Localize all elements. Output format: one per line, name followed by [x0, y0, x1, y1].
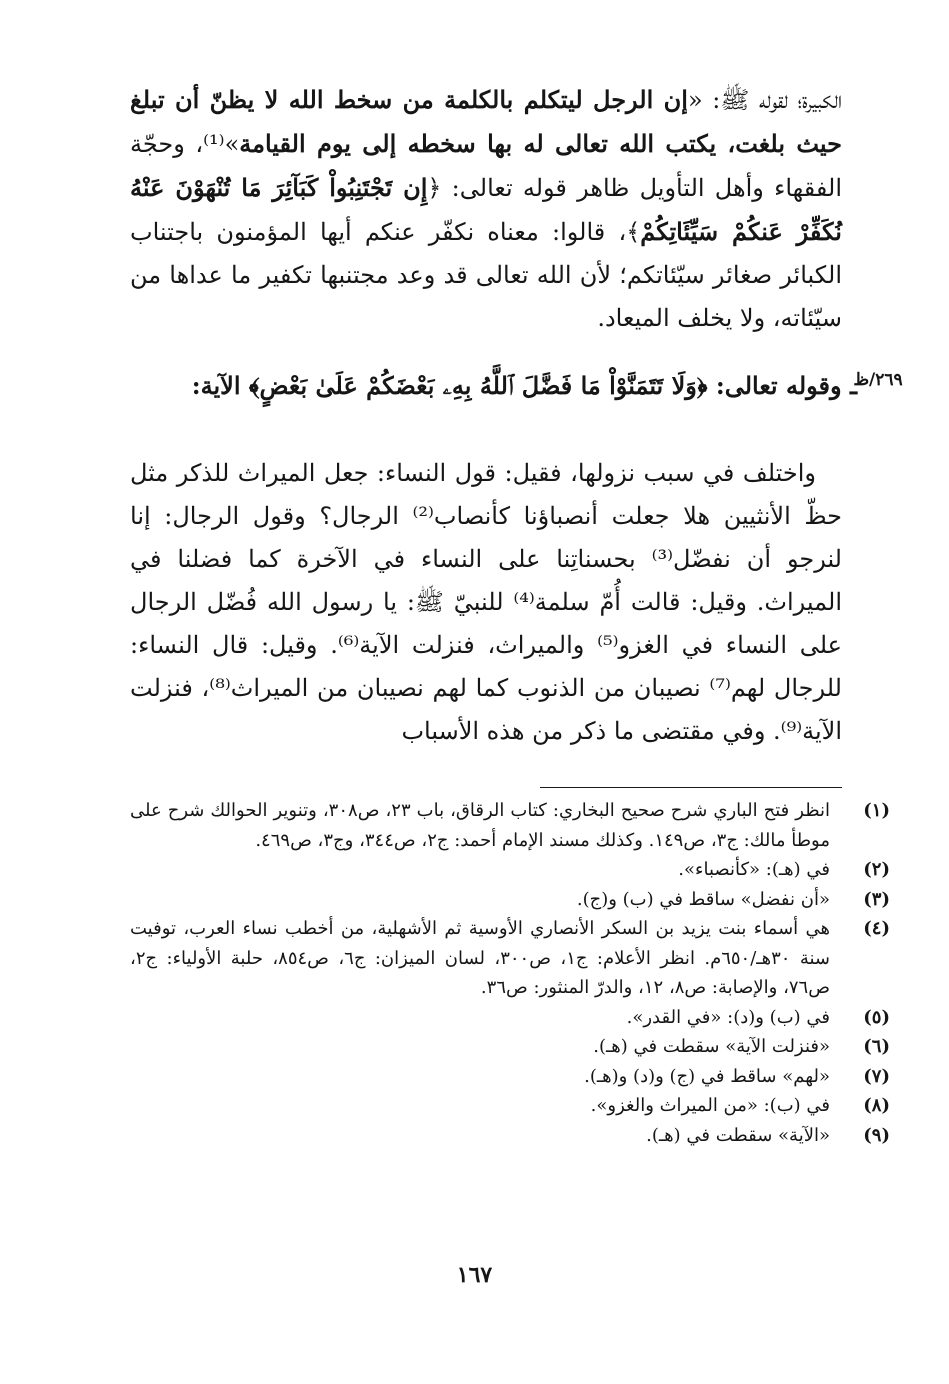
section-heading — [130, 363, 857, 408]
paragraph-text: الكبيرة؛ لقوله ﷺ: « — [687, 86, 842, 114]
footnote-number: (٤) — [863, 918, 890, 939]
quran-verse: وَلَا تَتَمَنَّوْاْ مَا فَضَّلَ ٱللَّهُ بِهِۦ بَعْضَكُمْ عَلَىٰ بَعْضٍ — [259, 371, 697, 400]
hadith-quote: إن الرجل ليتكلم بالكلمة من سخط الله لا يظنّ أن تبلغ حيث بلغت، يكتب الله تعالى له بها سخطه إلى يوم القيامة — [130, 85, 842, 158]
footnote — [130, 1062, 890, 1092]
footnote-divider — [540, 787, 842, 788]
footnote-text: هي أسماء بنت يزيد بن السكر الأنصاري الأوسية ثم الأشهلية، من أخطب نساء العرب، توفيت سنة ٣٠هـ/٦٥٠م. انظر الأعلام: ج١، ص٣٠٠، لسان الميزان: ج٦، ص٨٥٤، حلبة الأولياء: ج٢، ص٧٦، والإصابة: ص٨، ١٢، والدرّ المنثور: ص٣٦. — [130, 918, 830, 998]
footnote-number: (٨) — [863, 1095, 890, 1116]
footnote-text: «أن نفضل» ساقط في (ب) و(ج). — [576, 888, 830, 910]
footnote-text: في (ب) و(د): «في القدر». — [626, 1006, 830, 1028]
footnote-text: في (ب): «من الميراث والغزو». — [590, 1095, 830, 1116]
heading-tail: ﴾ الآية: — [191, 371, 260, 400]
footnote — [130, 885, 890, 915]
manuscript-folio-marker: ٢٦٩/ظ — [853, 370, 903, 390]
footnote — [130, 1121, 890, 1151]
footnote — [130, 796, 890, 855]
page-number: ١٦٧ — [456, 1262, 493, 1288]
footnote-number: (٩) — [863, 1124, 890, 1146]
footnote-number: (١) — [863, 800, 890, 821]
footnote-text: «فنزلت الآية» سقطت في (هـ). — [593, 1036, 830, 1057]
footnotes-list — [130, 796, 890, 1150]
footnote-number: (٣) — [863, 888, 890, 910]
quran-verse: إِن تَجْتَنِبُواْ كَبَآئِرَ مَا تُنْهَوْنَ عَنْهُ نُكَفِّرْ عَنكُمْ سَيِّئَاتِكُمْ — [130, 173, 842, 246]
footnote-text: في (هـ): «كأنصباء». — [678, 859, 830, 880]
paragraph-text: ﴾، قالوا: معناه نكفّر عنكم أيها المؤمنون باجتناب الكبائر صغائر سيّئاتكم؛ لأن الله تعالى قد وعد مجتنبها تكفير ما عداها من سيّئاته، ولا يخلف الميعاد. — [130, 218, 842, 332]
footnote — [130, 914, 890, 1003]
footnote-text: انظر فتح الباري شرح صحيح البخاري: كتاب الرقاق، باب ٢٣، ص٣٠٨، وتنوير الحوالك شرح على موطأ مالك: ج٣، ص١٤٩. وكذلك مسند الإمام أحمد: ج٢، ص٣٤٤، وج٣، ص٤٦٩. — [130, 800, 830, 851]
paragraph-text: »⁽¹⁾، وحجّة الفقهاء وأهل التأويل ظاهر قوله تعالى: ﴿ — [130, 130, 842, 202]
footnote-text: «الآية» سقطت في (هـ). — [646, 1124, 830, 1146]
opening-paragraph — [130, 78, 842, 340]
footnote — [130, 1091, 890, 1121]
footnote — [130, 1032, 890, 1062]
heading-lead: ـ وقوله تعالى: ﴿ — [696, 371, 857, 400]
footnote — [130, 855, 890, 885]
footnote-number: (٥) — [863, 1006, 890, 1028]
body-paragraph: واختلف في سبب نزولها، فقيل: قول النساء: جعل الميراث للذكر مثل حظّ الأنثيين هلا جعلت أنصباؤنا كأنصاب⁽²⁾ الرجال؟ وقول الرجال: إنا لنرجو أن نفضّل⁽³⁾ بحسناتِنا على النساء في الآخرة كما فضلنا في الميراث. وقيل: قالت أُمّ سلمة⁽⁴⁾ للنبيّ ﷺ: يا رسول الله فُضّل الرجال على النساء في الغزو⁽⁵⁾ والميراث، فنزلت الآية⁽⁶⁾. وقيل: قال النساء: للرجال لهم⁽⁷⁾ نصيبان من الذنوب كما لهم نصيبان من الميراث⁽⁸⁾، فنزلت الآية⁽⁹⁾. وفي مقتضى ما ذكر من هذه الأسباب — [130, 459, 842, 745]
footnote — [130, 1003, 890, 1033]
footnote-number: (٧) — [863, 1065, 890, 1087]
footnote-number: (٦) — [863, 1036, 890, 1057]
footnote-text: «لهم» ساقط في (ج) و(د) و(هـ). — [584, 1065, 830, 1087]
footnote-number: (٢) — [863, 859, 890, 880]
